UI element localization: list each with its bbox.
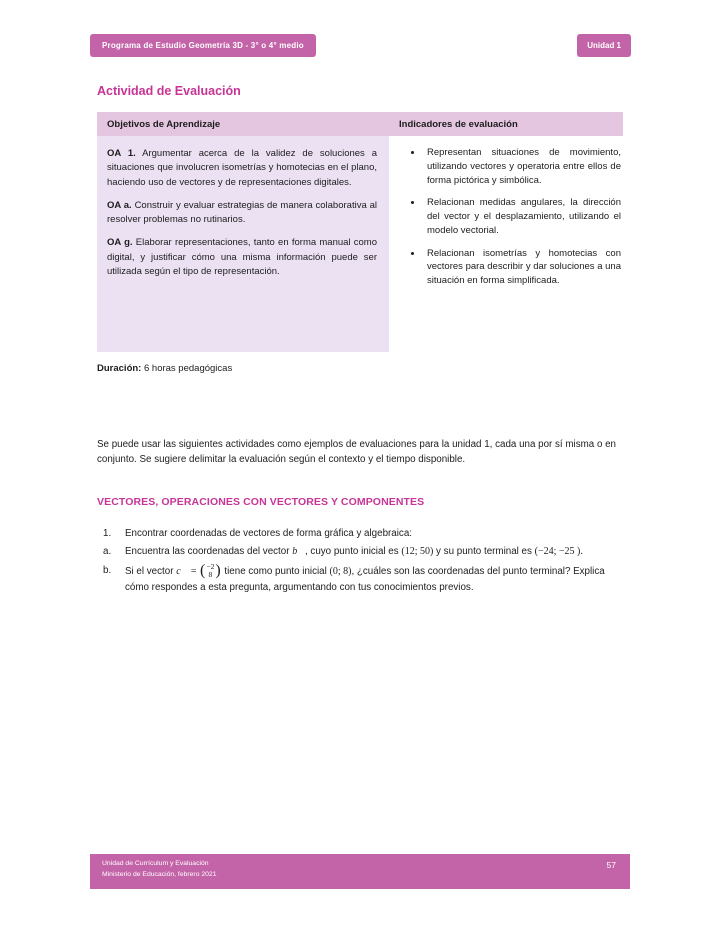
list-item-b (103, 563, 625, 595)
vector-component-bottom: 8 (208, 570, 213, 580)
header-program-badge (90, 34, 316, 57)
indicator-item: • Relacionan isometrías y homotecias con vectores para describir y dar soluciones a una situación en forma simplificada. (423, 247, 621, 288)
paren-open: ( (200, 562, 206, 580)
list-item-number: 1. (103, 528, 112, 539)
vector-components (205, 563, 215, 580)
evaluation-table (97, 112, 623, 352)
item-b-part1: Si el vector (125, 565, 177, 577)
header-program-label: Programa de Estudio Geometría 3D - 3° o 4° medio (102, 41, 304, 50)
vector-b-symbol: b⃗ (292, 546, 305, 558)
footer-line-2: Ministerio de Educación, febrero 2021 (102, 870, 217, 878)
indicadores-list (389, 146, 623, 288)
item-b-part3: , ¿cuáles son las coordenadas del punto terminal? Explica cómo respondes a esta pregunta, argumentando con tus conocimientos previos. (125, 565, 605, 593)
list-item-text (125, 544, 625, 560)
intro-paragraph: Se puede usar las siguientes actividades como ejemplos de evaluaciones para la unidad 1, cada una por sí misma o en conjunto. Se sugiere delimitar la evaluación según el contexto y el tiempo disponible. (97, 439, 617, 466)
list-item-number: b. (103, 564, 112, 576)
list-item-text (125, 563, 625, 595)
oa-text: Construir y evaluar estrategias de manera colaborativa al resolver problemas no rutinarios. (107, 199, 377, 225)
list-item-number: a. (103, 546, 112, 558)
page-footer (90, 854, 630, 889)
header-unit-badge (577, 34, 631, 57)
equals-sign: = (188, 565, 200, 577)
vector-component-top: −2 (206, 561, 215, 571)
oa-text: Elaborar representaciones, tanto en forma manual como digital, y justificar cómo una misma información puede ser utilizada según el tipo de representación. (107, 237, 377, 277)
indicator-item: • Relacionan medidas angulares, la dirección del vector y el desplazamiento, utilizando el modelo vectorial. (423, 196, 621, 237)
oa-label: OA g. (107, 237, 133, 249)
oa-text: Argumentar acerca de la validez de soluciones a situaciones que involucren isometrías y homotecias en el plano, haciendo uso de vectores y de representaciones digitales. (107, 148, 377, 188)
duration-label: Duración: (97, 363, 142, 374)
item-b-part2: tiene como punto inicial (221, 565, 330, 577)
section-heading: VECTORES, OPERACIONES CON VECTORES Y COMPONENTES (97, 496, 425, 508)
oa-paragraph (107, 199, 377, 228)
footer-line-1: Unidad de Currículum y Evaluación (102, 860, 209, 867)
terminal-point-coords: (−24; −25 ). (534, 546, 583, 558)
paren-close: ) (215, 562, 221, 580)
oa-paragraph (107, 147, 377, 190)
duration-line (97, 363, 232, 374)
item-a-part3: y su punto terminal es (433, 546, 535, 558)
initial-point-coords: (0; 8) (329, 565, 352, 577)
list-item-a (103, 544, 625, 560)
initial-point-coords: (12; 50) (401, 546, 434, 558)
vector-c-symbol: c⃗ (176, 565, 189, 577)
indicator-item: • Representan situaciones de movimiento, utilizando vectores y operatoria entre ellos de forma pictórica y simbólica. (423, 146, 621, 187)
page-number: 57 (606, 860, 616, 870)
header-unit-label: Unidad 1 (587, 41, 621, 50)
objetivos-cell (97, 136, 389, 352)
oa-label: OA 1. (107, 148, 136, 159)
col-header-indicadores: Indicadores de evaluación (389, 112, 623, 136)
activity-list (103, 526, 625, 598)
oa-paragraph (107, 236, 377, 279)
col-header-objetivos: Objetivos de Aprendizaje (97, 112, 389, 136)
duration-value: 6 horas pedagógicas (141, 363, 233, 374)
list-item-text: Encontrar coordenadas de vectores de forma gráfica y algebraica: (125, 528, 412, 539)
oa-label: OA a. (107, 199, 132, 211)
column-vector (200, 563, 221, 580)
item-a-part1: Encuentra las coordenadas del vector (125, 546, 293, 558)
page-title: Actividad de Evaluación (97, 84, 241, 98)
list-item-1 (103, 526, 625, 541)
indicadores-cell (389, 136, 623, 352)
item-a-part2: , cuyo punto inicial es (304, 546, 402, 558)
